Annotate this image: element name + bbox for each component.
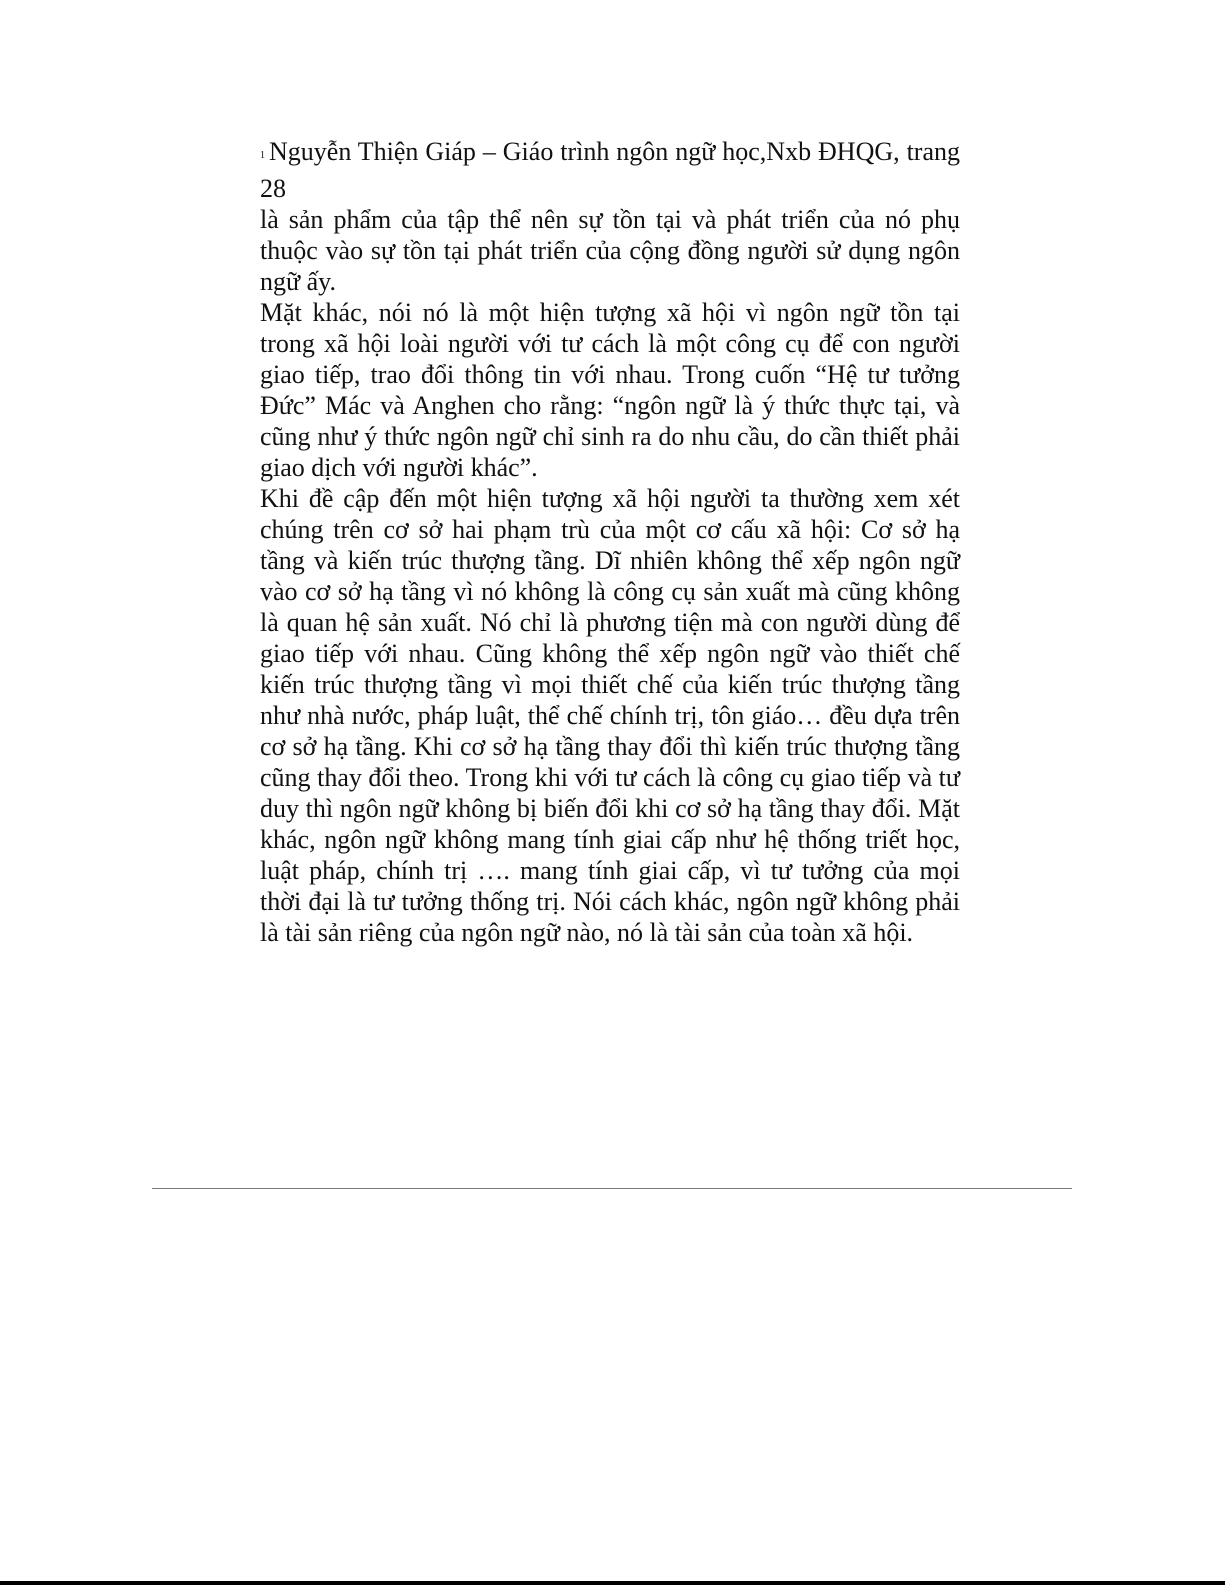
footnote-marker: 1	[260, 150, 265, 161]
bottom-edge-rule	[0, 1581, 1225, 1585]
footnote	[260, 136, 960, 204]
paragraph: Khi đề cập đến một hiện tượng xã hội người ta thường xem xét chúng trên cơ sở hai phạm trù của một cơ cấu xã hội: Cơ sở hạ tầng và kiến trúc thượng tầng. Dĩ nhiên không thể xếp ngôn ngữ vào cơ sở hạ tầng vì nó không là công cụ sản xuất mà cũng không là quan hệ sản xuất. Nó chỉ là phương tiện mà con người dùng để giao tiếp với nhau. Cũng không thể xếp ngôn ngữ vào thiết chế kiến trúc thượng tầng vì mọi thiết chế của kiến trúc thượng tầng như nhà nước, pháp luật, thể chế chính trị, tôn giáo… đều dựa trên cơ sở hạ tầng. Khi cơ sở hạ tầng thay đổi thì kiến trúc thượng tầng cũng thay đổi theo. Trong khi với tư cách là công cụ giao tiếp và tư duy thì ngôn ngữ không bị biến đổi khi cơ sở hạ tầng thay đổi. Mặt khác, ngôn ngữ không mang tính giai cấp như hệ thống triết học, luật pháp, chính trị …. mang tính giai cấp, vì tư tưởng của mọi thời đại là tư tưởng thống trị. Nói cách khác, ngôn ngữ không phải là tài sản riêng của ngôn ngữ nào, nó là tài sản của toàn xã hội.	[260, 484, 960, 947]
page-divider	[152, 1188, 1072, 1189]
page-body	[260, 136, 960, 948]
paragraph: là sản phẩm của tập thể nên sự tồn tại và phát triển của nó phụ thuộc vào sự tồn tại phát triển của cộng đồng người sử dụng ngôn ngữ ấy.	[260, 205, 960, 296]
paragraph: Mặt khác, nói nó là một hiện tượng xã hội vì ngôn ngữ tồn tại trong xã hội loài người với tư cách là một công cụ để con người giao tiếp, trao đổi thông tin với nhau. Trong cuốn “Hệ tư tưởng Đức” Mác và Anghen cho rằng: “ngôn ngữ là ý thức thực tại, và cũng như ý thức ngôn ngữ chỉ sinh ra do nhu cầu, do cần thiết phải giao dịch với người khác”.	[260, 298, 960, 482]
footnote-text: Nguyễn Thiện Giáp – Giáo trình ngôn ngữ học,Nxb ĐHQG, trang 28	[260, 137, 960, 203]
